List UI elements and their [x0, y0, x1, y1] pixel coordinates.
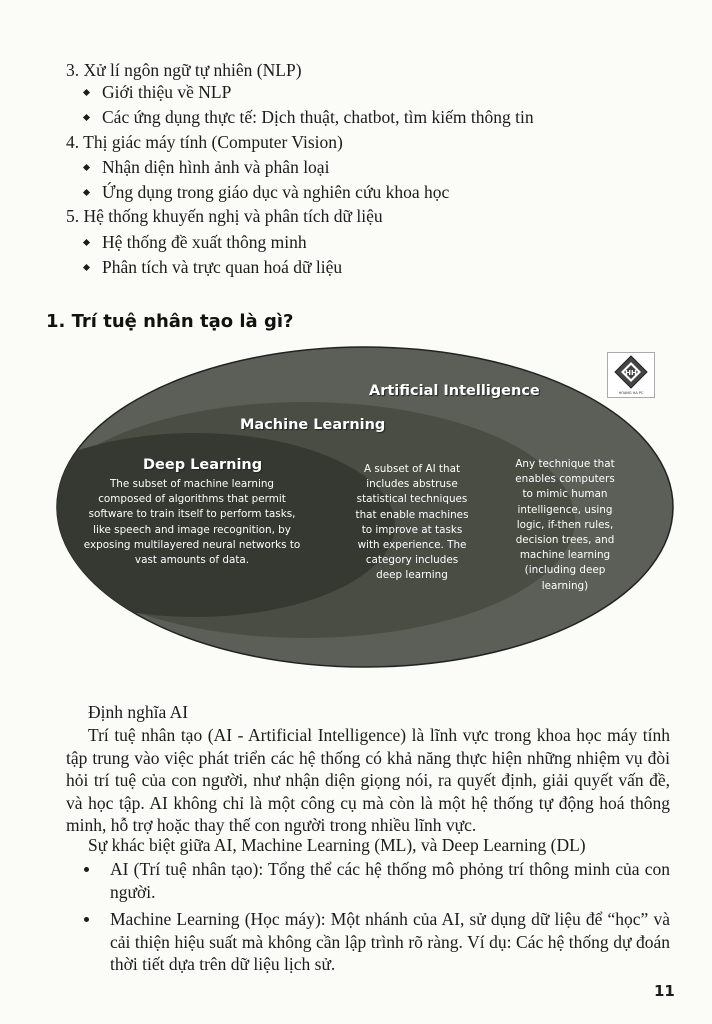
ml-text-line: to improve at tasks	[361, 523, 463, 536]
logo-caption: HOANG HA PC	[618, 391, 644, 395]
ai-text-line: logic, if-then rules,	[516, 518, 614, 531]
ml-text-line: that enable machines	[355, 508, 469, 521]
ai-text-line: intelligence, using	[517, 503, 613, 516]
outline-subitem: Giới thiệu về NLP	[102, 82, 232, 102]
page-number: 11	[654, 982, 675, 1000]
dl-text-line: software to train itself to perform tasks,	[88, 508, 296, 521]
ml-text-line: category includes	[365, 554, 459, 567]
ai-text-line: Any technique that	[515, 458, 615, 470]
differences-title: Sự khác biệt giữa AI, Machine Learning (ML), và Deep Learning (DL)	[88, 835, 586, 855]
ml-title: Machine Learning	[240, 417, 386, 433]
definition-title: Định nghĩa AI	[88, 702, 189, 722]
ai-text-line: learning)	[541, 579, 589, 592]
ai-ml-dl-diagram	[55, 345, 675, 670]
ai-text-line: decision trees, and	[515, 534, 615, 547]
dl-text-line: vast amounts of data.	[134, 554, 250, 567]
ml-text-line: deep learning	[376, 569, 448, 582]
dl-text-line: The subset of machine learning	[109, 478, 275, 490]
logo-diamond-icon	[608, 353, 654, 397]
ml-text-line: includes abstruse	[366, 478, 458, 491]
ai-text-line: enables computers	[515, 473, 615, 486]
ai-text-line: to mimic human	[522, 488, 608, 501]
ml-text-line: statistical techniques	[356, 493, 468, 506]
dl-title: Deep Learning	[143, 457, 263, 473]
outline-subitem: Hệ thống đề xuất thông minh	[102, 232, 307, 252]
difference-item-ml: Machine Learning (Học máy): Một nhánh của AI, sử dụng dữ liệu để “học” và cải thiện hiệu suất mà không cần lập trình rõ ràng. Ví dụ: Các hệ thống dự đoán thời tiết dựa trên dữ liệu lịch sử.	[110, 909, 670, 974]
dl-description	[57, 477, 327, 568]
definition-paragraph: Trí tuệ nhân tạo (AI - Artificial Intelligence) là lĩnh vực trong khoa học máy tính tập trung vào việc phát triển các hệ thống có khả năng thực hiện những nhiệm vụ đòi hỏi trí tuệ của con người, như nhận diện giọng nói, ra quyết định, giải quyết vấn đề, và học tập. AI không chỉ là một công cụ mà còn là một hệ thống tự động hoá thông minh, hỗ trợ hoặc thay thế con người trong nhiều lĩnh vực.	[66, 725, 670, 835]
outline-item-4: 4. Thị giác máy tính (Computer Vision)	[66, 132, 343, 152]
outline-subitem: Ứng dụng trong giáo dục và nghiên cứu khoa học	[102, 182, 450, 202]
ai-description	[495, 457, 635, 594]
difference-item-ai: AI (Trí tuệ nhân tạo): Tổng thể các hệ thống mô phỏng trí thông minh của con người.	[110, 859, 670, 902]
ml-text-line: A subset of AI that	[363, 463, 461, 475]
dl-text-line: like speech and image recognition, by	[93, 523, 291, 536]
outline-subitem: Các ứng dụng thực tế: Dịch thuật, chatbot, tìm kiếm thông tin	[102, 107, 534, 127]
publisher-logo	[607, 352, 655, 398]
dl-text-line: composed of algorithms that permit	[98, 493, 286, 506]
outline-subitem: Nhận diện hình ảnh và phân loại	[102, 157, 330, 177]
ml-description	[337, 462, 487, 584]
section-heading: 1. Trí tuệ nhân tạo là gì?	[46, 311, 294, 332]
outline-subitem: Phân tích và trực quan hoá dữ liệu	[102, 257, 343, 277]
ai-text-line: (including deep	[524, 564, 606, 577]
logo-mark: HH	[625, 369, 637, 377]
ai-text-line: machine learning	[519, 549, 611, 562]
dl-text-line: exposing multilayered neural networks to	[83, 538, 301, 551]
ml-text-line: with experience. The	[357, 539, 467, 552]
outline-item-5: 5. Hệ thống khuyến nghị và phân tích dữ liệu	[66, 206, 383, 226]
ai-title: Artificial Intelligence	[369, 383, 540, 399]
outline-item-3: 3. Xử lí ngôn ngữ tự nhiên (NLP)	[66, 60, 302, 80]
